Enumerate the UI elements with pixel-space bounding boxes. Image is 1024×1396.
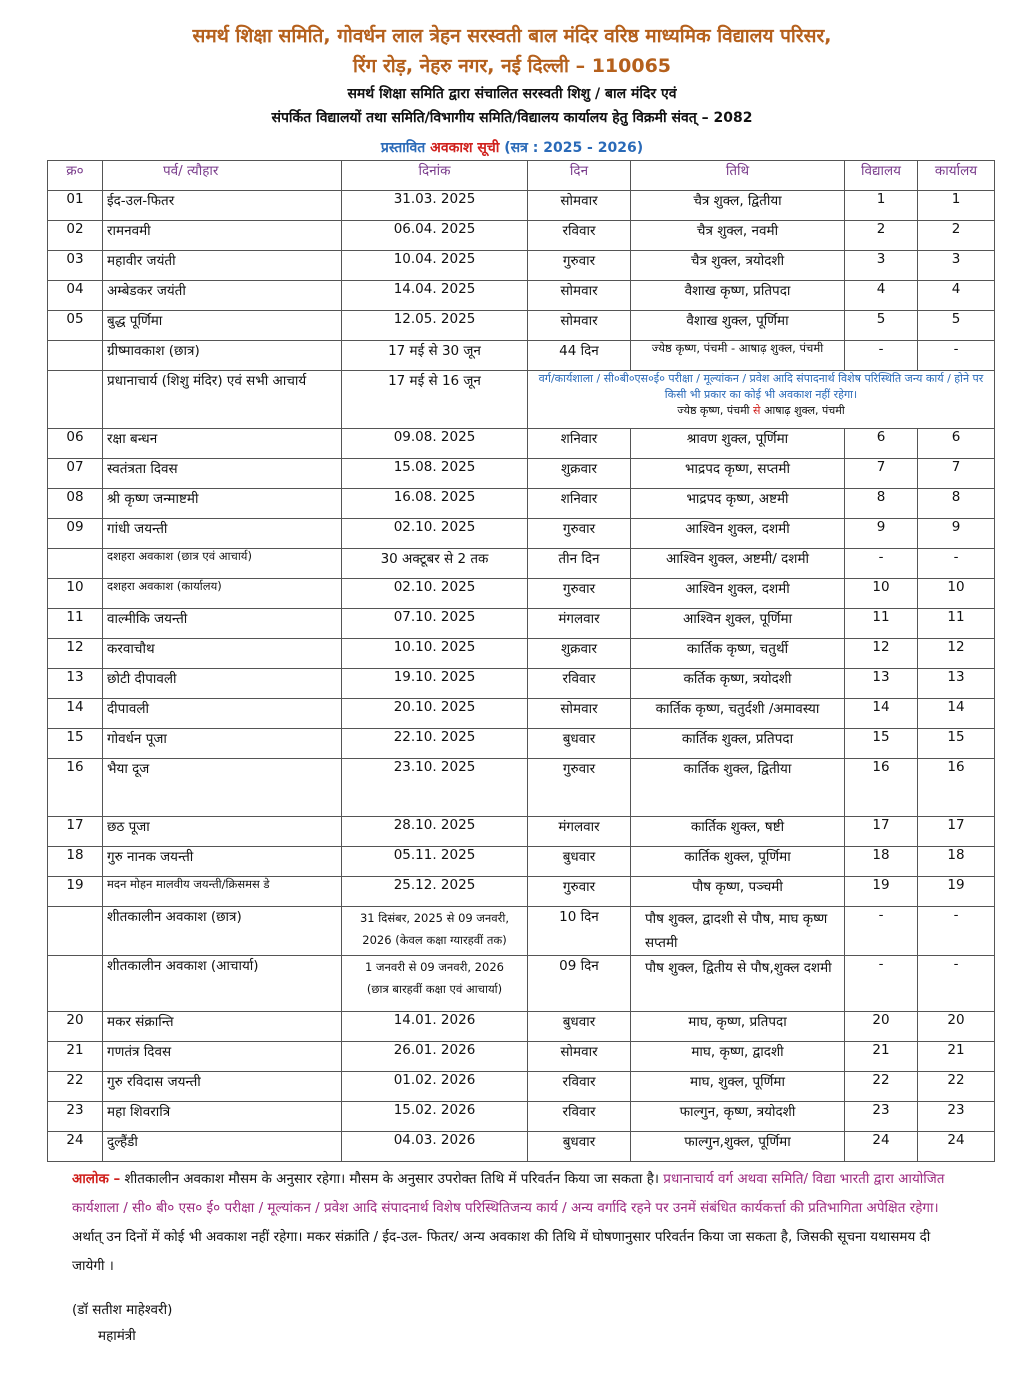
cell-tithi: पौष कृष्ण, पञ्चमी: [631, 877, 845, 907]
cell-office: 4: [918, 281, 995, 311]
table-row: [48, 639, 995, 669]
cell-school: -: [845, 956, 918, 1012]
cell-sn: [48, 341, 103, 371]
table-row: [48, 371, 995, 429]
cell-office: -: [918, 341, 995, 371]
cell-sn: 23: [48, 1102, 103, 1132]
cell-date-line-1: 31 दिसंबर, 2025 से 09 जनवरी,: [359, 911, 510, 925]
holiday-table: [47, 160, 995, 1162]
cell-sn: 07: [48, 459, 103, 489]
cell-office: 23: [918, 1102, 995, 1132]
table-row: [48, 281, 995, 311]
table-row: [48, 1072, 995, 1102]
note-label: आलोक –: [72, 1171, 121, 1187]
table-row: [48, 429, 995, 459]
cell-date: 09.08. 2025: [342, 429, 528, 459]
table-row: [48, 759, 995, 817]
cell-office: 20: [918, 1012, 995, 1042]
table-row: [48, 956, 995, 1012]
cell-day: मंगलवार: [528, 609, 631, 639]
note-part-3: अर्थात् उन दिनों में कोई भी अवकाश नहीं रहेगा। मकर संक्रांति / ईद-उल- फितर/ अन्य अवकाश की तिथि में घोषणानुसार परिवर्तन किया जा सकता है, जिसकी सूचना यथासमय दी जायेगी ।: [72, 1229, 931, 1274]
cell-sn: 12: [48, 639, 103, 669]
cell-date: 02.10. 2025: [342, 579, 528, 609]
cell-festival: बुद्ध पूर्णिमा: [103, 311, 342, 341]
cell-date: 22.10. 2025: [342, 729, 528, 759]
cell-festival: ग्रीष्मावकाश (छात्र): [103, 341, 342, 371]
cell-office: 10: [918, 579, 995, 609]
table-row: [48, 907, 995, 956]
cell-date-line-2: (छात्र बारहवीं कक्षा एवं आचार्या): [366, 982, 503, 996]
cell-school: 5: [845, 311, 918, 341]
cell-tithi: आश्विन शुक्ल, दशमी: [631, 579, 845, 609]
cell-tithi: माघ, शुक्ल, पूर्णिमा: [631, 1072, 845, 1102]
cell-tithi: कार्तिक शुक्ल, पूर्णिमा: [631, 847, 845, 877]
cell-festival: शीतकालीन अवकाश (छात्र): [103, 907, 342, 956]
cell-date-line-2: 2026 (केवल कक्षा ग्यारहवीं तक): [362, 933, 507, 947]
cell-sn: 11: [48, 609, 103, 639]
table-row: [48, 489, 995, 519]
cell-sn: 13: [48, 669, 103, 699]
cell-school: 15: [845, 729, 918, 759]
table-header-row: [48, 161, 995, 191]
cell-date: 19.10. 2025: [342, 669, 528, 699]
cell-date: 31.03. 2025: [342, 191, 528, 221]
col-header-day: दिन: [528, 161, 631, 191]
header-line-1: समर्थ शिक्षा समिति, गोवर्धन लाल त्रेहन सरस्वती बाल मंदिर वरिष्ठ माध्यमिक विद्यालय परिसर,: [192, 25, 832, 47]
cell-office: 19: [918, 877, 995, 907]
cell-school: 4: [845, 281, 918, 311]
cell-tithi: चैत्र शुक्ल, त्रयोदशी: [631, 251, 845, 281]
cell-day: शनिवार: [528, 429, 631, 459]
table-row: [48, 251, 995, 281]
cell-school: 23: [845, 1102, 918, 1132]
cell-day: शनिवार: [528, 489, 631, 519]
cell-tithi: पौष शुक्ल, द्वादशी से पौष, माघ कृष्ण सप्तमी: [631, 907, 845, 956]
note-part-1: शीतकालीन अवकाश मौसम के अनुसार रहेगा। मौसम के अनुसार उपरोक्त तिथि में परिवर्तन किया जा सकता है।: [120, 1171, 664, 1187]
cell-tithi: कार्तिक शुक्ल, प्रतिपदा: [631, 729, 845, 759]
cell-school: 10: [845, 579, 918, 609]
cell-tithi: फाल्गुन,शुक्ल, पूर्णिमा: [631, 1132, 845, 1162]
cell-school: 19: [845, 877, 918, 907]
cell-festival: छठ पूजा: [103, 817, 342, 847]
cell-date: 14.04. 2025: [342, 281, 528, 311]
cell-festival: अम्बेडकर जयंती: [103, 281, 342, 311]
cell-office: 9: [918, 519, 995, 549]
table-row: [48, 311, 995, 341]
cell-tithi: कार्तिक शुक्ल, द्वितीया: [631, 759, 845, 817]
note-tithi-se: से: [753, 404, 761, 417]
cell-date: 30 अक्टूबर से 2 तक: [342, 549, 528, 579]
cell-sn: 15: [48, 729, 103, 759]
cell-sn: 22: [48, 1072, 103, 1102]
cell-date: 15.02. 2026: [342, 1102, 528, 1132]
cell-school: 1: [845, 191, 918, 221]
cell-festival: महा शिवरात्रि: [103, 1102, 342, 1132]
table-row: [48, 341, 995, 371]
cell-day: गुरुवार: [528, 519, 631, 549]
cell-office: 6: [918, 429, 995, 459]
cell-date: 17 मई से 16 जून: [342, 371, 528, 429]
cell-sn: 09: [48, 519, 103, 549]
cell-date: 17 मई से 30 जून: [342, 341, 528, 371]
cell-office: 21: [918, 1042, 995, 1072]
table-row: [48, 1132, 995, 1162]
cell-day: 09 दिन: [528, 956, 631, 1012]
cell-sn: 17: [48, 817, 103, 847]
cell-date: 01.02. 2026: [342, 1072, 528, 1102]
cell-day: बुधवार: [528, 729, 631, 759]
table-row: [48, 817, 995, 847]
cell-day: मंगलवार: [528, 817, 631, 847]
cell-sn: 18: [48, 847, 103, 877]
cell-day: गुरुवार: [528, 759, 631, 817]
cell-tithi: भाद्रपद कृष्ण, सप्तमी: [631, 459, 845, 489]
cell-school: 9: [845, 519, 918, 549]
cell-day: रविवार: [528, 669, 631, 699]
table-row: [48, 549, 995, 579]
cell-festival: रक्षा बन्धन: [103, 429, 342, 459]
cell-date-line-1: 1 जनवरी से 09 जनवरी, 2026: [365, 960, 504, 974]
cell-tithi: आश्विन शुक्ल, दशमी: [631, 519, 845, 549]
cell-sn: [48, 907, 103, 956]
cell-sn: 14: [48, 699, 103, 729]
cell-school: -: [845, 341, 918, 371]
note-tithi-start: ज्येष्ठ कृष्ण, पंचमी: [677, 404, 750, 417]
cell-date: [342, 907, 528, 956]
cell-tithi: वैशाख कृष्ण, प्रतिपदा: [631, 281, 845, 311]
cell-day: 44 दिन: [528, 341, 631, 371]
cell-day: सोमवार: [528, 699, 631, 729]
cell-date: 16.08. 2025: [342, 489, 528, 519]
cell-day: सोमवार: [528, 1042, 631, 1072]
cell-day: बुधवार: [528, 1012, 631, 1042]
cell-school: 14: [845, 699, 918, 729]
cell-school: 3: [845, 251, 918, 281]
header-line-3: समर्थ शिक्षा समिति द्वारा संचालित सरस्वती शिशु / बाल मंदिर एवं: [347, 86, 677, 102]
cell-sn: 02: [48, 221, 103, 251]
cell-date: 10.10. 2025: [342, 639, 528, 669]
cell-office: 15: [918, 729, 995, 759]
cell-school: 20: [845, 1012, 918, 1042]
cell-festival: मकर संक्रान्ति: [103, 1012, 342, 1042]
cell-day: रविवार: [528, 1102, 631, 1132]
cell-festival: दशहरा अवकाश (छात्र एवं आचार्य): [103, 549, 342, 579]
cell-sn: 03: [48, 251, 103, 281]
cell-school: 7: [845, 459, 918, 489]
cell-day: गुरुवार: [528, 251, 631, 281]
cell-sn: 24: [48, 1132, 103, 1162]
table-row: [48, 669, 995, 699]
cell-office: 8: [918, 489, 995, 519]
table-row: [48, 729, 995, 759]
cell-festival: गणतंत्र दिवस: [103, 1042, 342, 1072]
cell-sn: 04: [48, 281, 103, 311]
cell-tithi: कार्तिक कृष्ण, चतुर्थी: [631, 639, 845, 669]
cell-date: 10.04. 2025: [342, 251, 528, 281]
cell-sn: 20: [48, 1012, 103, 1042]
table-row: [48, 1012, 995, 1042]
cell-tithi: माघ, कृष्ण, प्रतिपदा: [631, 1012, 845, 1042]
cell-festival: वाल्मीकि जयन्ती: [103, 609, 342, 639]
col-header-tithi: तिथि: [631, 161, 845, 191]
cell-festival: गुरु नानक जयन्ती: [103, 847, 342, 877]
cell-school: 21: [845, 1042, 918, 1072]
note-text: वर्ग/कार्यशाला / सी०बी०एस०ई० परीक्षा / मूल्यांकन / प्रवेश आदि संपादनार्थ विशेष परिस्थिति जन्य कार्य / होने पर किसी भी प्रकार का कोई भी अवकाश नहीं रहेगा।: [538, 372, 984, 401]
note-paragraph: [72, 1165, 957, 1281]
cell-festival: गांधी जयन्ती: [103, 519, 342, 549]
cell-tithi: वैशाख शुक्ल, पूर्णिमा: [631, 311, 845, 341]
cell-tithi: माघ, कृष्ण, द्वादशी: [631, 1042, 845, 1072]
cell-office: 2: [918, 221, 995, 251]
header-line-4: संपर्कित विद्यालयों तथा समिति/विभागीय समिति/विद्यालय कार्यालय हेतु विक्रमी संवत् – 2082: [271, 110, 753, 126]
cell-day: सोमवार: [528, 191, 631, 221]
cell-festival: छोटी दीपावली: [103, 669, 342, 699]
table-row: [48, 459, 995, 489]
cell-sn: 19: [48, 877, 103, 907]
cell-sn: [48, 371, 103, 429]
cell-date: [342, 956, 528, 1012]
list-title-holiday: अवकाश सूची: [430, 140, 500, 156]
cell-date: 04.03. 2026: [342, 1132, 528, 1162]
table-row: [48, 519, 995, 549]
cell-date: 28.10. 2025: [342, 817, 528, 847]
cell-office: -: [918, 549, 995, 579]
cell-tithi: आश्विन शुक्ल, अष्टमी/ दशमी: [631, 549, 845, 579]
cell-office: -: [918, 956, 995, 1012]
cell-office: 17: [918, 817, 995, 847]
cell-festival: गोवर्धन पूजा: [103, 729, 342, 759]
cell-school: 12: [845, 639, 918, 669]
cell-office: 7: [918, 459, 995, 489]
cell-tithi: कर्तिक कृष्ण, त्रयोदशी: [631, 669, 845, 699]
table-row: [48, 191, 995, 221]
table-row: [48, 609, 995, 639]
cell-sn: [48, 549, 103, 579]
list-title-proposed: प्रस्तावित: [380, 140, 426, 156]
cell-festival: ईद-उल-फितर: [103, 191, 342, 221]
cell-festival: स्वतंत्रता दिवस: [103, 459, 342, 489]
cell-date: 15.08. 2025: [342, 459, 528, 489]
cell-day: सोमवार: [528, 311, 631, 341]
cell-office: 3: [918, 251, 995, 281]
col-header-office: कार्यालय: [918, 161, 995, 191]
cell-school: -: [845, 549, 918, 579]
cell-school: 16: [845, 759, 918, 817]
cell-day: गुरुवार: [528, 877, 631, 907]
cell-day: रविवार: [528, 221, 631, 251]
list-title: [0, 138, 1024, 157]
cell-tithi: आश्विन शुक्ल, पूर्णिमा: [631, 609, 845, 639]
cell-date: 23.10. 2025: [342, 759, 528, 817]
cell-festival: श्री कृष्ण जन्माष्टमी: [103, 489, 342, 519]
table-row: [48, 699, 995, 729]
table-row: [48, 877, 995, 907]
cell-date: 25.12. 2025: [342, 877, 528, 907]
cell-sn: 16: [48, 759, 103, 817]
cell-festival: प्रधानाचार्य (शिशु मंदिर) एवं सभी आचार्य: [103, 371, 342, 429]
cell-office: 14: [918, 699, 995, 729]
cell-date: 14.01. 2026: [342, 1012, 528, 1042]
cell-day: गुरुवार: [528, 579, 631, 609]
cell-day: शुक्रवार: [528, 459, 631, 489]
cell-festival: महावीर जयंती: [103, 251, 342, 281]
note-tithi-end: आषाढ़ शुक्ल, पंचमी: [763, 404, 845, 417]
col-header-school: विद्यालय: [845, 161, 918, 191]
cell-festival: करवाचौथ: [103, 639, 342, 669]
cell-festival: दशहरा अवकाश (कार्यालय): [103, 579, 342, 609]
cell-festival: दीपावली: [103, 699, 342, 729]
table-row: [48, 221, 995, 251]
cell-office: 22: [918, 1072, 995, 1102]
cell-sn: 05: [48, 311, 103, 341]
signatory-name: (डॉ सतीश माहेश्वरी): [72, 1302, 173, 1318]
cell-school: 8: [845, 489, 918, 519]
cell-tithi: चैत्र शुक्ल, द्वितीया: [631, 191, 845, 221]
note-tithi-range: [532, 403, 990, 419]
cell-day: शुक्रवार: [528, 639, 631, 669]
cell-note: [528, 371, 995, 429]
col-header-festival: पर्व/ त्यौहार: [103, 161, 342, 191]
cell-office: 12: [918, 639, 995, 669]
cell-day: सोमवार: [528, 281, 631, 311]
cell-tithi: चैत्र शुक्ल, नवमी: [631, 221, 845, 251]
table-row: [48, 1102, 995, 1132]
cell-day: बुधवार: [528, 1132, 631, 1162]
cell-office: 13: [918, 669, 995, 699]
list-title-session: (सत्र : 2025 - 2026): [504, 140, 644, 156]
cell-school: 17: [845, 817, 918, 847]
note-part-2: प्रधानाचार्य वर्ग अथवा समिति/ विद्या भारती द्वारा आयोजित कार्यशाला / सी० बी० एस० ई० परीक्षा / मूल्यांकन / प्रवेश आदि संपादनार्थ विशेष परिस्थितिजन्य कार्य / अन्य वर्गादि रहने पर उनमें संबंधित कार्यकर्त्ता की प्रतिभागिता अपेक्षित रहेगा।: [72, 1171, 945, 1216]
cell-sn: 01: [48, 191, 103, 221]
cell-office: -: [918, 907, 995, 956]
cell-office: 1: [918, 191, 995, 221]
cell-sn: 08: [48, 489, 103, 519]
cell-date: 06.04. 2025: [342, 221, 528, 251]
cell-date: 02.10. 2025: [342, 519, 528, 549]
cell-tithi: श्रावण शुक्ल, पूर्णिमा: [631, 429, 845, 459]
cell-date: 05.11. 2025: [342, 847, 528, 877]
cell-school: 18: [845, 847, 918, 877]
cell-tithi: भाद्रपद कृष्ण, अष्टमी: [631, 489, 845, 519]
cell-festival: शीतकालीन अवकाश (आचार्या): [103, 956, 342, 1012]
cell-tithi: कार्तिक कृष्ण, चतुर्दशी /अमावस्या: [631, 699, 845, 729]
cell-tithi: फाल्गुन, कृष्ण, त्रयोदशी: [631, 1102, 845, 1132]
cell-office: 24: [918, 1132, 995, 1162]
cell-festival: भैया दूज: [103, 759, 342, 817]
cell-date: 07.10. 2025: [342, 609, 528, 639]
cell-day: 10 दिन: [528, 907, 631, 956]
cell-school: 22: [845, 1072, 918, 1102]
cell-festival: दुल्हैंडी: [103, 1132, 342, 1162]
header-line-2: रिंग रोड़, नेहरु नगर, नई दिल्ली – 110065: [352, 55, 672, 77]
cell-tithi: कार्तिक शुक्ल, षष्टी: [631, 817, 845, 847]
cell-sn: 10: [48, 579, 103, 609]
cell-office: 5: [918, 311, 995, 341]
cell-school: 13: [845, 669, 918, 699]
cell-festival: मदन मोहन मालवीय जयन्ती/क्रिसमस डे: [103, 877, 342, 907]
cell-sn: 21: [48, 1042, 103, 1072]
table-row: [48, 579, 995, 609]
col-header-date: दिनांक: [342, 161, 528, 191]
cell-day: बुधवार: [528, 847, 631, 877]
cell-office: 11: [918, 609, 995, 639]
cell-festival: रामनवमी: [103, 221, 342, 251]
cell-office: 16: [918, 759, 995, 817]
cell-festival: गुरु रविदास जयन्ती: [103, 1072, 342, 1102]
table-row: [48, 1042, 995, 1072]
cell-date: 20.10. 2025: [342, 699, 528, 729]
signatory-title: महामंत्री: [98, 1328, 136, 1344]
cell-school: 11: [845, 609, 918, 639]
cell-office: 18: [918, 847, 995, 877]
cell-school: -: [845, 907, 918, 956]
cell-sn: [48, 956, 103, 1012]
cell-date: 12.05. 2025: [342, 311, 528, 341]
cell-day: रविवार: [528, 1072, 631, 1102]
table-row: [48, 847, 995, 877]
cell-date: 26.01. 2026: [342, 1042, 528, 1072]
cell-day: तीन दिन: [528, 549, 631, 579]
col-header-sn: क्र०: [48, 161, 103, 191]
cell-sn: 06: [48, 429, 103, 459]
cell-tithi: ज्येष्ठ कृष्ण, पंचमी - आषाढ़ शुक्ल, पंचमी: [631, 341, 845, 371]
cell-tithi: पौष शुक्ल, द्वितीय से पौष,शुक्ल दशमी: [631, 956, 845, 1012]
cell-school: 6: [845, 429, 918, 459]
cell-school: 2: [845, 221, 918, 251]
cell-school: 24: [845, 1132, 918, 1162]
